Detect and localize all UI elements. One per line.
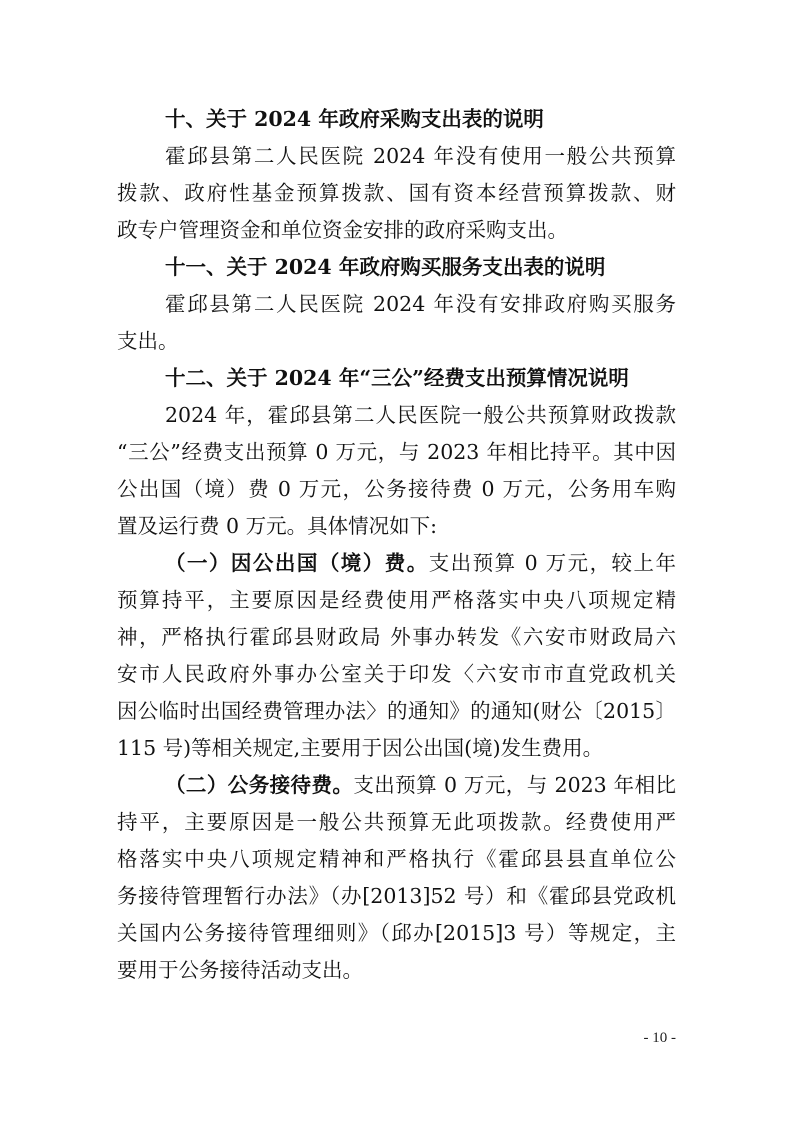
paragraph-line: 格落实中央八项规定精神和严格执行《霍邱县县直单位公: [117, 847, 676, 871]
item-2-first-line-rest: 支出预算 0 万元，与 2023 年相比: [353, 773, 677, 797]
paragraph-line: 持平，主要原因是一般公共预算无此项拨款。经费使用严: [117, 810, 676, 834]
item-2-first-line: [117, 767, 676, 804]
paragraph-line: 置及运行费 0 万元。具体情况如下:: [117, 514, 437, 538]
paragraph-line: 要用于公务接待活动支出。: [117, 958, 363, 982]
item-1-first-line-rest: 支出预算 0 万元，较上年: [428, 551, 677, 575]
document-body: [117, 101, 676, 989]
section-heading-11: 十一、关于 2024 年政府购买服务支出表的说明: [165, 255, 606, 279]
paragraph-line: 务接待管理暂行办法》（办[2013]52 号）和《霍邱县党政机: [117, 884, 676, 908]
paragraph-line: 神，严格执行霍邱县财政局 外事办转发《六安市财政局六: [117, 625, 676, 649]
page-number: - 10 -: [643, 1030, 676, 1046]
paragraph-line: 霍邱县第二人民医院 2024 年没有安排政府购买服务: [165, 292, 676, 316]
paragraph-line: 政专户管理资金和单位资金安排的政府采购支出。: [117, 218, 568, 242]
section-heading-10: 十、关于 2024 年政府采购支出表的说明: [165, 107, 544, 131]
paragraph-line: 安市人民政府外事办公室关于印发〈六安市市直党政机关: [117, 662, 676, 686]
paragraph-line: 因公临时出国经费管理办法〉的通知》的通知(财公〔2015〕: [117, 699, 676, 723]
item-1-first-line: [117, 545, 676, 582]
item-1-lead: （一）因公出国（境）费。: [165, 551, 429, 575]
paragraph-line: 关国内公务接待管理细则》（邱办[2015]3 号）等规定，主: [117, 921, 676, 945]
paragraph-line: 霍邱县第二人民医院 2024 年没有使用一般公共预算: [165, 144, 676, 168]
paragraph-line: 公出国（境）费 0 万元，公务接待费 0 万元，公务用车购: [117, 477, 676, 501]
paragraph-line: 2024 年，霍邱县第二人民医院一般公共预算财政拨款: [165, 403, 676, 427]
paragraph-line: 预算持平，主要原因是经费使用严格落实中央八项规定精: [117, 588, 676, 612]
paragraph-line: 115 号)等相关规定,主要用于因公出国(境)发生费用。: [117, 736, 604, 760]
item-2-lead: （二）公务接待费。: [165, 773, 354, 797]
paragraph-line: 拨款、政府性基金预算拨款、国有资本经营预算拨款、财: [117, 181, 676, 205]
paragraph-line: “三公”经费支出预算 0 万元，与 2023 年相比持平。其中因: [117, 440, 676, 464]
paragraph-line: 支出。: [117, 329, 179, 353]
section-heading-12: 十二、关于 2024 年“三公”经费支出预算情况说明: [165, 366, 629, 390]
